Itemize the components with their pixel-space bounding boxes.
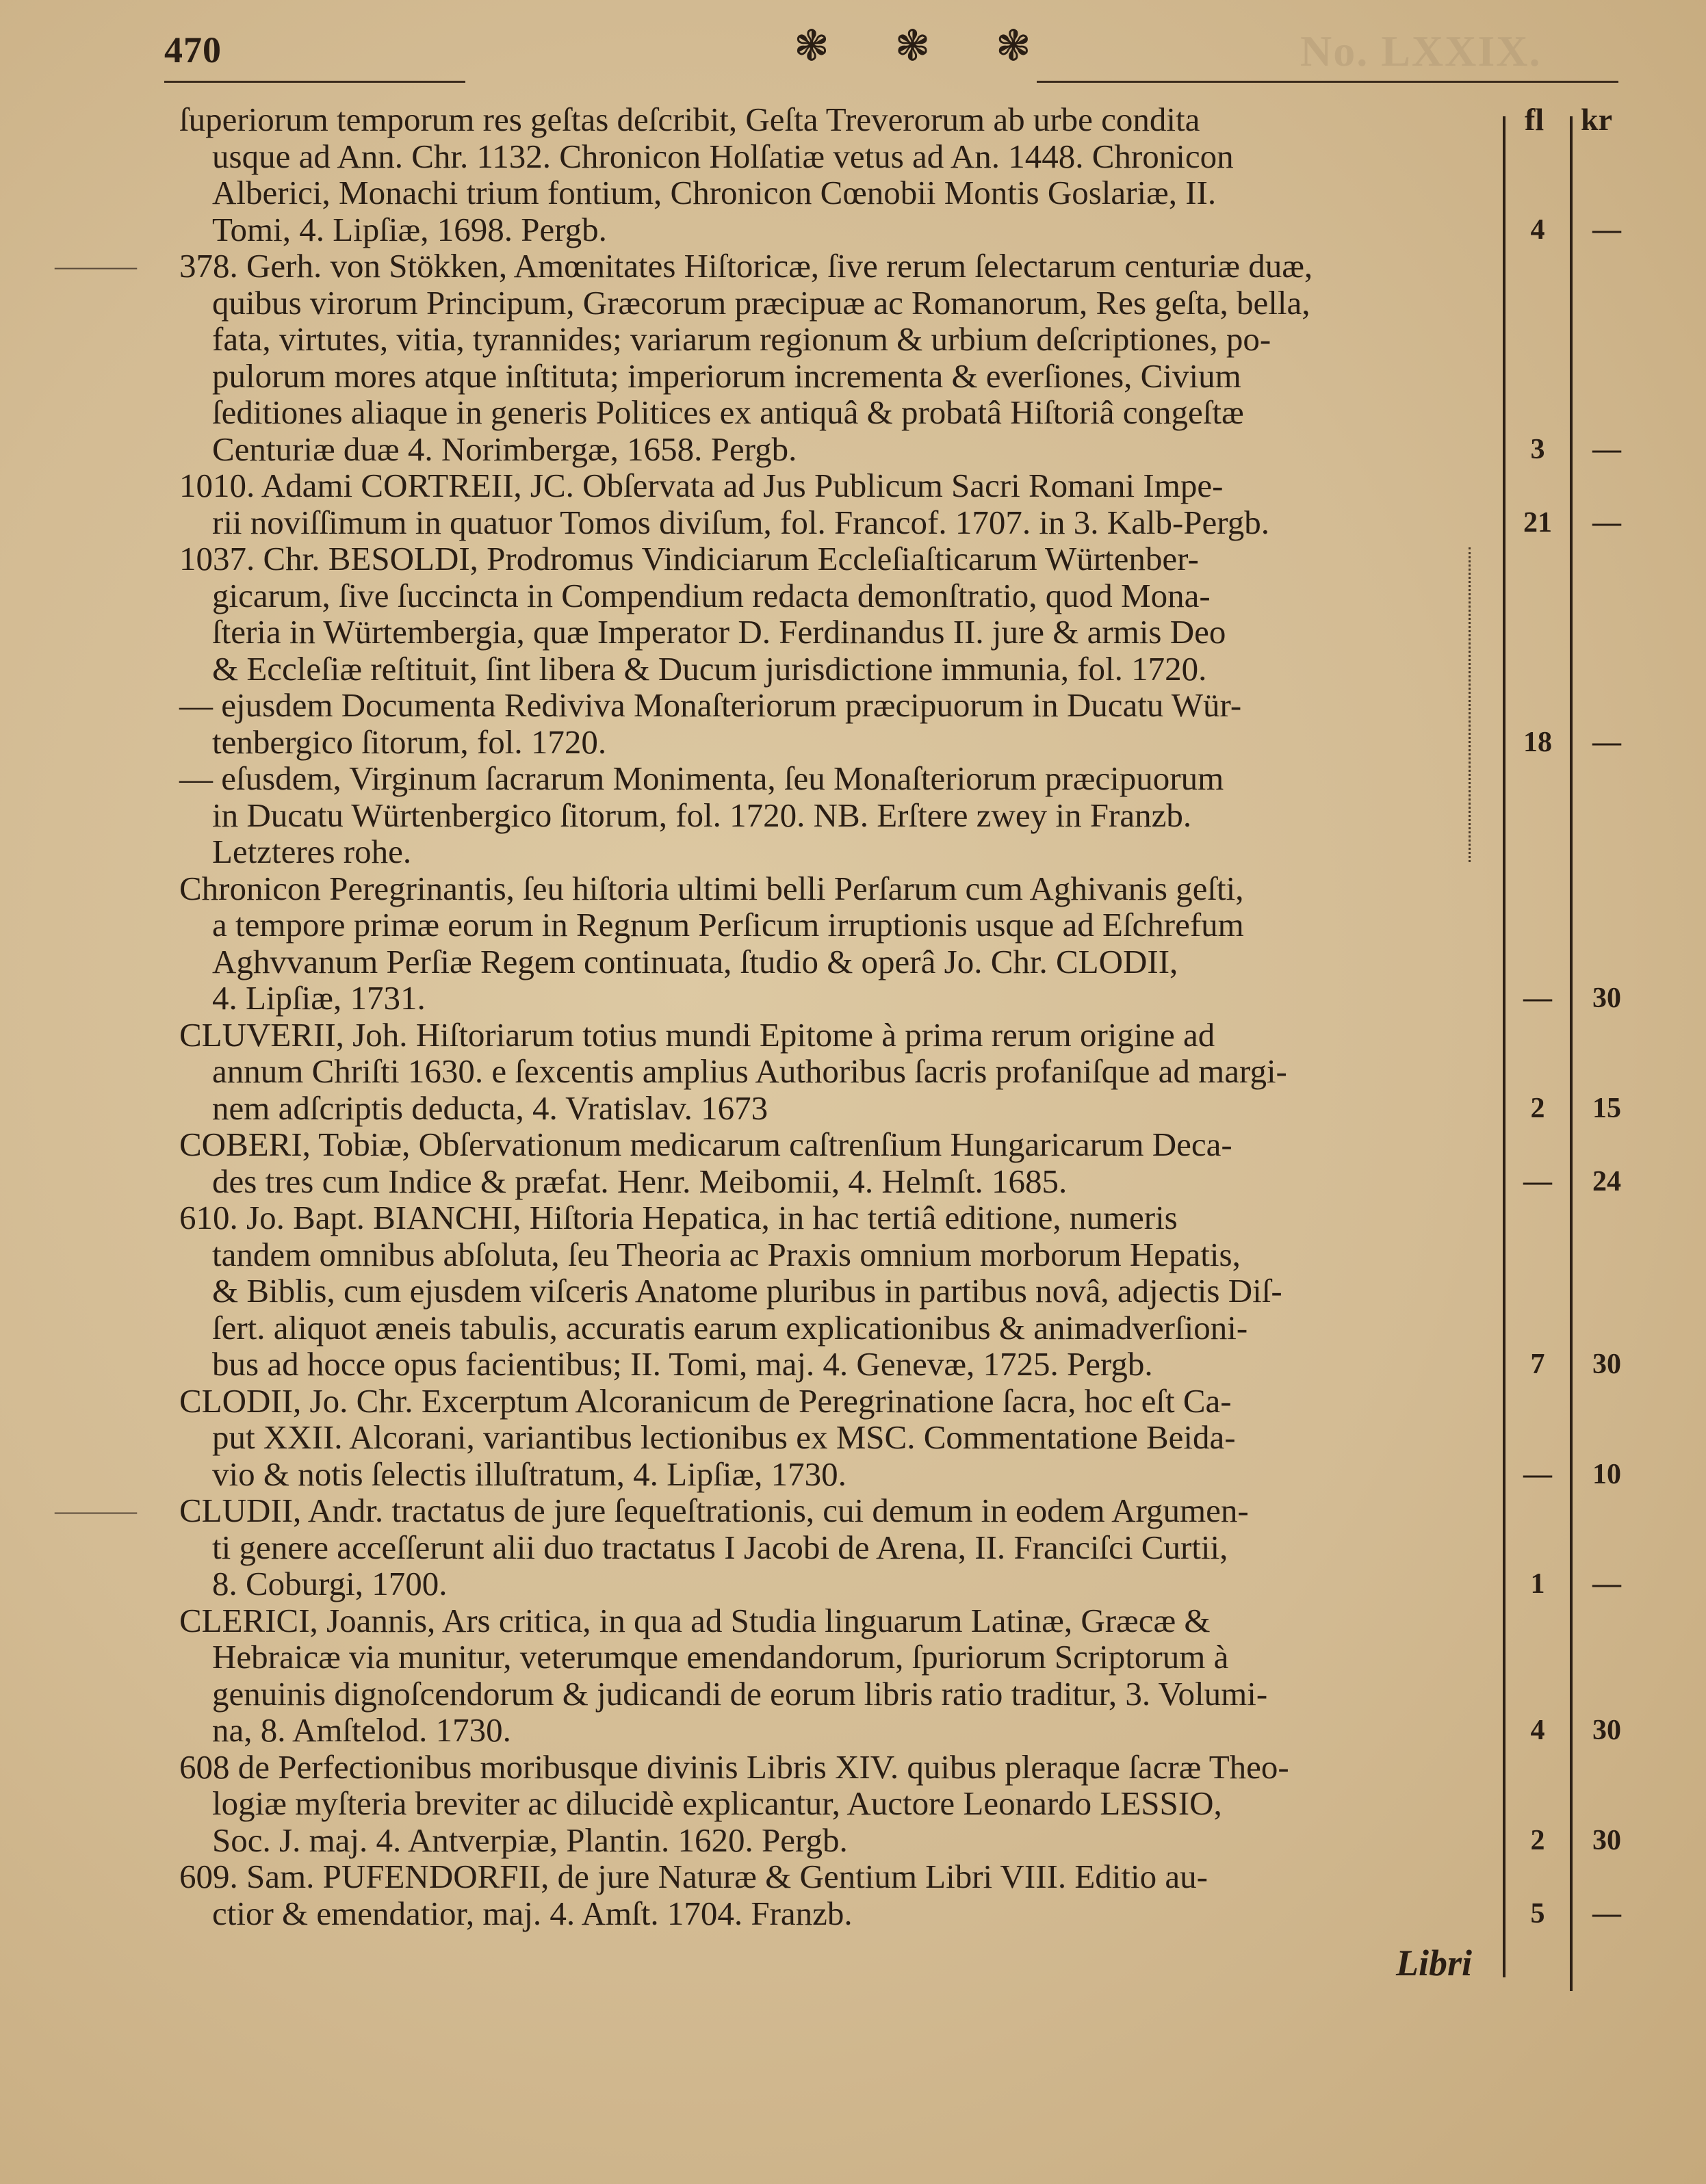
price-florin: — [1523, 1165, 1552, 1197]
price-florin: 5 [1530, 1897, 1545, 1929]
price-kreuzer: 24 [1592, 1165, 1621, 1197]
price-florin: — [1523, 1458, 1552, 1490]
entry-line: tenbergico ſitorum, fol. 1720. [212, 723, 607, 761]
price-kreuzer: 15 [1592, 1092, 1621, 1124]
entry-line: Letzteres rohe. [212, 833, 412, 870]
entry-line: ctior & emendatior, maj. 4. Amſt. 1704. Franzb. [212, 1894, 853, 1932]
entry-line: 4. Lipſiæ, 1731. [212, 979, 426, 1017]
entry-line: fata, virtutes, vitia, tyrannides; variarum regionum & urbium deſcriptiones, po- [212, 320, 1271, 358]
entry-line: Chronicon Peregrinantis, ſeu hiſtoria ultimi belli Perſarum cum Aghivanis geſti, [179, 869, 1244, 907]
entry-line: CLODII, Jo. Chr. Excerptum Alcoranicum de Peregrinatione ſacra, hoc eſt Ca- [179, 1381, 1232, 1420]
entry-line: pulorum mores atque inſtituta; imperiorum incrementa & everſiones, Civium [212, 356, 1241, 395]
entry-line: logiæ myſteria breviter ac dilucidè explicantur, Auctore Leonardo LESSIO, [212, 1784, 1222, 1822]
entry-line: — ejusdem Documenta Rediviva Monaſteriorum præcipuorum in Ducatu Wür- [179, 686, 1242, 724]
price-kreuzer: 30 [1592, 983, 1621, 1014]
catchword: Libri [1396, 1942, 1473, 1984]
entry-line: Hebraicæ via munitur, veterumque emendandorum, ſpuriorum Scriptorum à [212, 1638, 1229, 1676]
entry-line: Aghvvanum Perſiæ Regem continuata, ſtudio & operâ Jo. Chr. CLODII, [212, 942, 1178, 980]
price-florin: 4 [1530, 213, 1545, 246]
price-kreuzer: 30 [1592, 1715, 1621, 1746]
entry-line: bus ad hocce opus facientibus; II. Tomi, maj. 4. Genevæ, 1725. Pergb. [212, 1345, 1153, 1383]
entry-line: nem adſcriptis deducta, 4. Vratislav. 1673 [212, 1089, 768, 1127]
margin-mark: ——— [55, 1495, 137, 1526]
price-florin: 21 [1523, 506, 1552, 538]
entry-line: CLUVERII, Joh. Hiſtoriarum totius mundi Epitome à prima rerum origine ad [179, 1015, 1215, 1054]
entry-line: ti genere acceſſerunt alii duo tractatus I Jacobi de Arena, II. Franciſci Curtii, [212, 1528, 1228, 1566]
entry-line: put XXII. Alcorani, variantibus lectionibus ex MSC. Commentatione Beida- [212, 1418, 1236, 1456]
price-kreuzer: 30 [1592, 1349, 1621, 1380]
column-header-kr: kr [1581, 102, 1612, 137]
entry-line: ſert. aliquot æneis tabulis, accuratis earum explicationibus & animadverſioni- [212, 1308, 1248, 1347]
page-number: 470 [164, 29, 222, 70]
entry-line: — eſusdem, Virginum ſacrarum Monimenta, ſeu Monaſteriorum præcipuorum [179, 759, 1224, 797]
margin-mark: ——— [55, 250, 137, 281]
entry-line: Centuriæ duæ 4. Norimbergæ, 1658. Pergb. [212, 430, 797, 468]
entry-line: a tempore primæ eorum in Regnum Perſicum irruptionis usque ad Eſchrefum [212, 906, 1244, 944]
entry-line: des tres cum Indice & præfat. Henr. Meibomii, 4. Helmſt. 1685. [212, 1162, 1068, 1200]
entry-line: 8. Coburgi, 1700. [212, 1565, 448, 1602]
entry-line: Soc. J. maj. 4. Antverpiæ, Plantin. 1620. Pergb. [212, 1821, 848, 1859]
price-kreuzer: — [1592, 433, 1621, 465]
entry-line: CLUDII, Andr. tractatus de jure ſequeſtrationis, cui demum in eodem Argumen- [179, 1492, 1249, 1529]
header-ornament: ❃ ❃ ❃ [794, 23, 1059, 70]
entry-line: Tomi, 4. Lipſiæ, 1698. Pergb. [212, 210, 607, 248]
entry-line: CLERICI, Joannis, Ars critica, in qua ad Studia linguarum Latinæ, Græcæ & [179, 1601, 1211, 1639]
entry-line: ſteria in Würtembergia, quæ Imperator D. Ferdinandus II. jure & armis Deo [212, 613, 1226, 651]
entry-line: in Ducatu Würtenbergico ſitorum, fol. 1720. NB. Erſtere zwey in Franzb. [212, 796, 1192, 834]
entry-line: 1037. Chr. BESOLDI, Prodromus Vindiciarum Eccleſiaſticarum Würtenber- [179, 540, 1199, 577]
price-florin: 4 [1530, 1715, 1545, 1746]
entry-line: usque ad Ann. Chr. 1132. Chronicon Holſatiæ vetus ad An. 1448. Chronicon [212, 137, 1234, 175]
price-kreuzer: — [1592, 726, 1621, 758]
price-florin: 7 [1530, 1349, 1545, 1380]
entry-line: 608 de Perfectionibus moribusque divinis Libris XIV. quibus pleraque ſacræ Theo- [179, 1747, 1289, 1786]
price-florin: 18 [1523, 726, 1552, 758]
entry-line: tandem omnibus abſoluta, ſeu Theoria ac Praxis omnium morborum Hepatis, [212, 1235, 1241, 1273]
entry-line: COBERI, Tobiæ, Obſervationum medicarum caſtrenſium Hungaricarum Deca- [179, 1126, 1232, 1163]
price-florin: 3 [1530, 433, 1545, 465]
entry-line: 610. Jo. Bapt. BIANCHI, Hiſtoria Hepatica, in hac tertiâ editione, numeris [179, 1199, 1178, 1236]
entry-line: vio & notis ſelectis illuſtratum, 4. Lipſiæ, 1730. [212, 1455, 846, 1493]
entry-line: na, 8. Amſtelod. 1730. [212, 1711, 511, 1749]
entry-line: ſeditiones aliaque in generis Politices ex antiquâ & probatâ Hiſtoriâ congeſtæ [212, 393, 1244, 431]
bleed-through-title: No. LXXIX. [1300, 27, 1542, 75]
entry-line: 378. Gerh. von Stökken, Amœnitates Hiſtoricæ, ſive rerum ſelectarum centuriæ duæ, [179, 247, 1313, 285]
entry-line: quibus virorum Principum, Græcorum præcipuæ ac Romanorum, Res geſta, bella, [212, 283, 1310, 322]
price-florin: — [1523, 983, 1552, 1014]
entry-line: rii noviſſimum in quatuor Tomos diviſum, fol. Francof. 1707. in 3. Kalb-Pergb. [212, 503, 1269, 541]
column-header-fl: fl [1525, 102, 1545, 137]
price-kreuzer: — [1592, 213, 1621, 246]
price-florin: 2 [1530, 1824, 1545, 1856]
entry-line: & Biblis, cum ejusdem viſceris Anatome pluribus in partibus novâ, adjectis Diſ- [212, 1272, 1282, 1310]
entry-line: 1010. Adami CORTREII, JC. Obſervata ad Jus Publicum Sacri Romani Impe- [179, 467, 1224, 504]
price-florin: 1 [1530, 1568, 1545, 1600]
price-kreuzer: 10 [1592, 1458, 1621, 1490]
price-kreuzer: 30 [1592, 1824, 1621, 1856]
price-kreuzer: — [1592, 1568, 1621, 1600]
entry-line: Alberici, Monachi trium fontium, Chronicon Cœnobii Montis Goslariæ, II. [212, 174, 1217, 211]
entry-line: annum Chriſti 1630. e ſexcentis amplius Authoribus ſacris profaniſque ad margi- [212, 1052, 1287, 1090]
entry-line: ſuperiorum temporum res geſtas deſcribit, Geſta Treverorum ab urbe condita [179, 101, 1200, 138]
price-florin: 2 [1530, 1092, 1545, 1124]
entry-line: gicarum, ſive ſuccincta in Compendium redacta demonſtratio, quod Mona- [212, 576, 1211, 614]
price-kreuzer: — [1592, 506, 1621, 538]
entry-line: 609. Sam. PUFENDORFII, de jure Naturæ & Gentium Libri VIII. Editio au- [179, 1858, 1208, 1895]
price-kreuzer: — [1592, 1897, 1621, 1929]
entry-line: & Eccleſiæ reſtituit, ſint libera & Ducum jurisdictione immunia, fol. 1720. [212, 649, 1207, 688]
entry-line: genuinis dignoſcendorum & judicandi de eorum libris ratio traditur, 3. Volumi- [212, 1674, 1268, 1713]
